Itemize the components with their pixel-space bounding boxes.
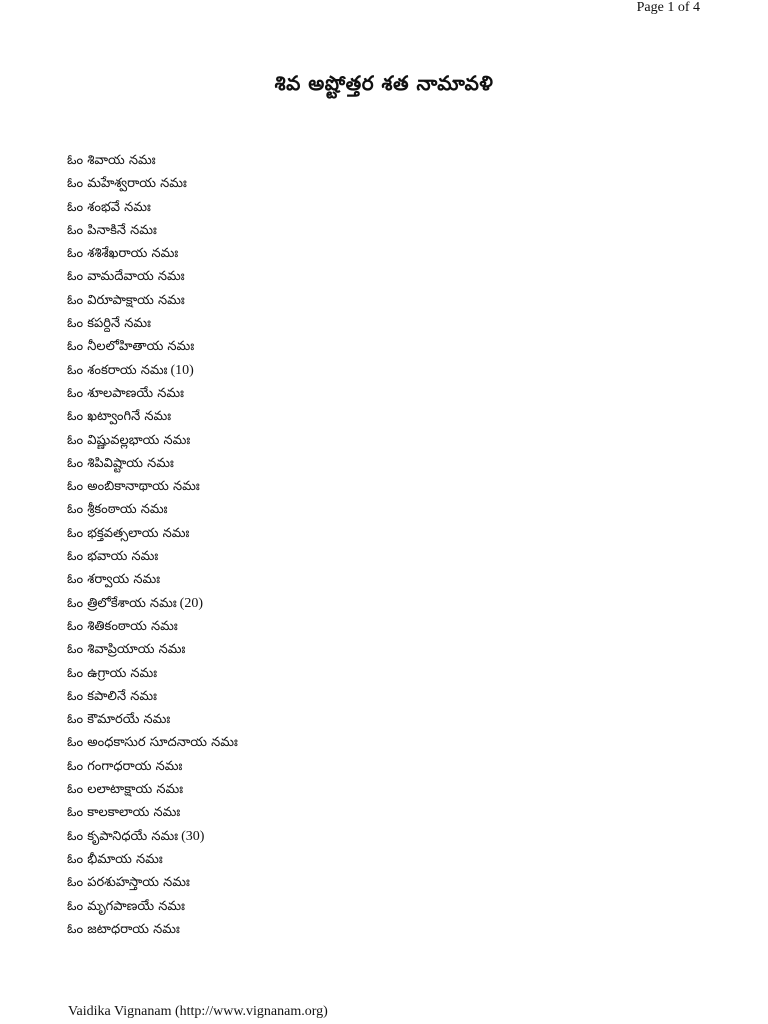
name-text: ఓం శ్రీకంఠాయ నమః bbox=[67, 502, 168, 518]
name-item bbox=[67, 731, 238, 754]
name-text: ఓం కపాలినే నమః bbox=[67, 688, 157, 704]
name-item bbox=[67, 638, 238, 661]
name-count-marker: (20) bbox=[179, 595, 203, 611]
name-item bbox=[67, 871, 238, 894]
name-text: ఓం కౌమారయే నమః bbox=[67, 712, 171, 728]
name-item bbox=[67, 289, 238, 312]
name-text: ఓం శంకరాయ నమః bbox=[67, 362, 168, 378]
name-text: ఓం భీమాయ నమః bbox=[67, 851, 163, 867]
name-item bbox=[67, 196, 238, 219]
name-text: ఓం శర్వాయ నమః bbox=[67, 572, 161, 588]
name-item bbox=[67, 895, 238, 918]
name-text: ఓం మహేశ్వరాయ నమః bbox=[67, 176, 187, 192]
name-item bbox=[67, 778, 238, 801]
name-text: ఓం మృగపాణయే నమః bbox=[67, 898, 185, 914]
name-item bbox=[67, 568, 238, 591]
name-text: ఓం విరూపాక్షాయ నమః bbox=[67, 292, 185, 308]
name-item bbox=[67, 312, 238, 335]
footer-source: Vaidika Vignanam (http://www.vignanam.org) bbox=[68, 1004, 328, 1019]
name-item bbox=[67, 522, 238, 545]
name-text: ఓం విష్ణువల్లభాయ నమః bbox=[67, 432, 191, 448]
name-item bbox=[67, 475, 238, 498]
name-text: ఓం పినాకినే నమః bbox=[67, 222, 157, 238]
name-text: ఓం ఉగ్రాయ నమః bbox=[67, 665, 158, 681]
name-text: ఓం లలాటాక్షాయ నమః bbox=[67, 782, 184, 798]
name-item bbox=[67, 452, 238, 475]
name-item bbox=[67, 149, 238, 172]
name-text: ఓం శూలపాణయే నమః bbox=[67, 385, 184, 401]
name-text: ఓం భవాయ నమః bbox=[67, 549, 159, 565]
name-item bbox=[67, 172, 238, 195]
name-item bbox=[67, 825, 238, 848]
name-text: ఓం శివాయ నమః bbox=[67, 153, 156, 168]
name-item bbox=[67, 708, 238, 731]
document-title: శివ అష్టోత్తర శత నామావళి bbox=[274, 71, 494, 95]
name-text: ఓం శశిశేఖరాయ నమః bbox=[67, 246, 179, 262]
name-text: ఓం శితికంఠాయ నమః bbox=[67, 618, 178, 634]
name-item bbox=[67, 382, 238, 405]
name-item bbox=[67, 662, 238, 685]
name-count-marker: (10) bbox=[170, 362, 194, 378]
name-text: ఓం శిపివిష్టాయ నమః bbox=[67, 455, 174, 471]
name-text: ఓం వామదేవాయ నమః bbox=[67, 269, 185, 285]
name-item bbox=[67, 801, 238, 824]
name-item bbox=[67, 359, 238, 382]
name-text: ఓం కృపానిధయే నమః bbox=[67, 828, 179, 844]
name-text: ఓం కపర్దినే నమః bbox=[67, 316, 151, 332]
name-text: ఓం గంగాధరాయ నమః bbox=[67, 758, 183, 774]
name-item bbox=[67, 848, 238, 871]
name-text: ఓం జటాధరాయ నమః bbox=[67, 921, 180, 937]
name-text: ఓం అంధకాసుర సూదనాయ నమః bbox=[67, 735, 238, 751]
name-text: ఓం పరశుహస్తాయ నమః bbox=[67, 875, 190, 891]
name-text: ఓం శివాప్రియాయ నమః bbox=[67, 642, 186, 658]
name-text: ఓం శంభవే నమః bbox=[67, 199, 151, 215]
name-item bbox=[67, 265, 238, 288]
name-item bbox=[67, 219, 238, 242]
name-text: ఓం అంబికానాథాయ నమః bbox=[67, 479, 200, 495]
name-item bbox=[67, 918, 238, 941]
name-item bbox=[67, 242, 238, 265]
name-item bbox=[67, 405, 238, 428]
name-item bbox=[67, 429, 238, 452]
name-text: ఓం భక్తవత్సలాయ నమః bbox=[67, 525, 190, 541]
name-item bbox=[67, 592, 238, 615]
name-item bbox=[67, 755, 238, 778]
name-text: ఓం కాలకాలాయ నమః bbox=[67, 805, 181, 821]
name-text: ఓం నీలలోహితాయ నమః bbox=[67, 339, 195, 355]
name-item bbox=[67, 615, 238, 638]
page-number: Page 1 of 4 bbox=[636, 0, 700, 15]
name-item bbox=[67, 335, 238, 358]
name-item bbox=[67, 545, 238, 568]
names-list bbox=[67, 149, 238, 941]
name-text: ఓం ఖట్వాంగినే నమః bbox=[67, 409, 172, 425]
name-item bbox=[67, 498, 238, 521]
name-count-marker: (30) bbox=[181, 828, 205, 844]
name-text: ఓం త్రిలోకేశాయ నమః bbox=[67, 595, 177, 611]
name-item bbox=[67, 685, 238, 708]
